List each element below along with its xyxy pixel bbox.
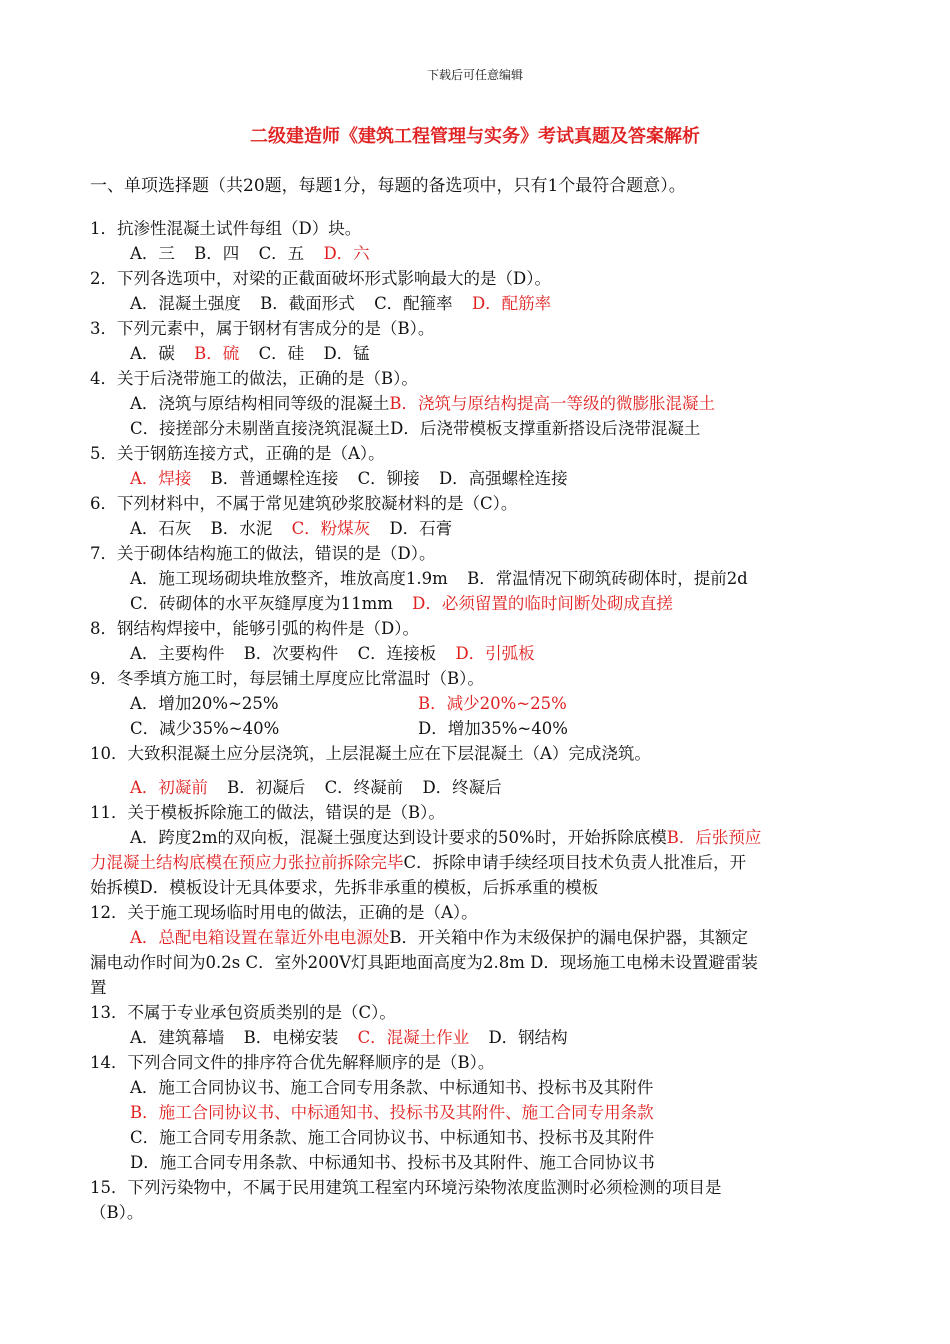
option-c-answer: C．粉煤灰 (291, 519, 371, 538)
option-a: A．施工现场砌块堆放整齐，堆放高度1.9m (130, 569, 448, 588)
option-c-answer: C．混凝土作业 (357, 1028, 470, 1047)
option-c: C．砖砌体的水平灰缝厚度为11mm (130, 594, 393, 613)
option-c: C．铆接 (357, 469, 420, 488)
question-1: 1．抗渗性混凝土试件每组（D）块。 (90, 219, 362, 238)
question-2: 2．下列各选项中，对梁的正截面破坏形式影响最大的是（D）。 (90, 269, 551, 288)
question-2-options (130, 293, 551, 315)
option-d: D．钢结构 (488, 1028, 568, 1047)
page-header: 下载后可任意编辑 (426, 68, 523, 82)
option-c: C．拆除申请手续经项目技术负责人批准后，开 (403, 853, 747, 872)
question-7: 7．关于砌体结构施工的做法，错误的是（D）。 (90, 544, 436, 563)
option-a: A．三 (130, 244, 175, 263)
option-b: B．电梯安装 (243, 1028, 339, 1047)
option-b: B．常温情况下砌筑砖砌体时，提前2d (467, 569, 748, 588)
option-a-answer: A．总配电箱设置在靠近外电电源处 (130, 928, 390, 947)
option-a: A．碳 (130, 344, 175, 363)
option-b: B．截面形式 (260, 294, 355, 313)
option-b: B．四 (194, 244, 240, 263)
question-3-options (130, 343, 370, 365)
question-15: 15．下列污染物中，不属于民用建筑工程室内环境污染物浓度监测时必须检测的项目是 (90, 1178, 722, 1197)
question-9: 9．冬季填方施工时，每层铺土厚度应比常温时（B）。 (90, 669, 484, 688)
option-d-answer: D．六 (323, 244, 370, 263)
question-11-text-row3: 始拆模D．模板设计无具体要求，先拆非承重的模板，后拆承重的模板 (90, 878, 599, 897)
option-c: C．接搓部分未剔凿直接浇筑混凝土 (130, 419, 391, 438)
question-1-options (130, 243, 370, 265)
question-13-options (130, 1027, 568, 1049)
question-6: 6．下列材料中，不属于常见建筑砂浆胶凝材料的是（C）。 (90, 494, 518, 513)
question-12-text-row1 (130, 927, 748, 949)
option-a: A．施工合同协议书、施工合同专用条款、中标通知书、投标书及其附件 (130, 1078, 654, 1097)
option-b: B．普通螺栓连接 (210, 469, 339, 488)
option-d: D．增加35%~40% (418, 719, 568, 738)
option-c: C．五 (258, 244, 305, 263)
question-12-text-row2: 漏电动作时间为0.2s C．室外200V灯具距地面高度为2.8m D．现场施工电梯未设置避雷装 (90, 953, 758, 972)
option-c: C．硅 (258, 344, 305, 363)
question-5: 5．关于钢筋连接方式，正确的是（A）。 (90, 444, 385, 463)
question-8-options (130, 643, 535, 665)
question-7-options-row1 (130, 568, 748, 590)
question-4: 4．关于后浇带施工的做法，正确的是（B）。 (90, 369, 418, 388)
document-title: 二级建造师《建筑工程管理与实务》考试真题及答案解析 (250, 126, 700, 147)
option-b-answer: B．浇筑与原结构提高一等级的微膨胀混凝土 (389, 394, 716, 413)
option-d: D．施工合同专用条款、中标通知书、投标书及其附件、施工合同协议书 (130, 1153, 655, 1172)
option-a: A．主要构件 (130, 644, 225, 663)
option-c: C．配箍率 (374, 294, 453, 313)
question-12: 12．关于施工现场临时用电的做法，正确的是（A）。 (90, 903, 478, 922)
option-a-answer: A．初凝前 (130, 778, 208, 797)
question-6-options (130, 518, 452, 540)
option-b: B．开关箱中作为末级保护的漏电保护器，其额定 (389, 928, 749, 947)
option-d: D．终凝后 (422, 778, 502, 797)
question-10: 10．大致积混凝土应分层浇筑，上层混凝土应在下层混凝土（A）完成浇筑。 (90, 744, 651, 763)
question-11-text-row2 (90, 852, 746, 874)
option-b: B．水泥 (210, 519, 273, 538)
option-d-answer: D．配筋率 (471, 294, 552, 313)
question-11-text-row1 (130, 827, 761, 849)
option-c: C．连接板 (357, 644, 437, 663)
option-d: D．石膏 (389, 519, 453, 538)
question-8: 8．钢结构焊接中，能够引弧的构件是（D）。 (90, 619, 419, 638)
option-b: B．初凝后 (227, 778, 306, 797)
option-a: A．混凝土强度 (130, 294, 241, 313)
question-11: 11．关于模板拆除施工的做法，错误的是（B）。 (90, 803, 445, 822)
option-a: A．增加20%~25% (130, 694, 279, 713)
option-d-answer: D．必须留置的临时间断处砌成直搓 (412, 594, 673, 613)
option-b-answer: B．减少20%~25% (418, 694, 567, 713)
option-b-answer: B．施工合同协议书、中标通知书、投标书及其附件、施工合同专用条款 (130, 1103, 654, 1122)
question-12-text-row3: 置 (90, 978, 107, 997)
question-15-answer: （B）。 (90, 1203, 144, 1222)
option-c: C．减少35%~40% (130, 719, 280, 738)
question-14: 14．下列合同文件的排序符合优先解释顺序的是（B）。 (90, 1053, 495, 1072)
option-b: B．次要构件 (243, 644, 339, 663)
option-c: C．施工合同专用条款、施工合同协议书、中标通知书、投标书及其附件 (130, 1128, 655, 1147)
option-c: C．终凝前 (324, 778, 404, 797)
question-4-options-row2 (130, 418, 700, 440)
question-3: 3．下列元素中，属于钢材有害成分的是（B）。 (90, 319, 435, 338)
option-a: A．建筑幕墙 (130, 1028, 225, 1047)
question-7-options-row2 (130, 593, 673, 615)
option-d: D．锰 (323, 344, 370, 363)
question-13: 13．不属于专业承包资质类别的是（C）。 (90, 1003, 396, 1022)
option-a: A．跨度2m的双向板，混凝土强度达到设计要求的50%时，开始拆除底模 (130, 828, 667, 847)
question-10-options (130, 777, 502, 799)
option-d: D．后浇带模板支撑重新搭设后浇带混凝土 (390, 419, 701, 438)
question-5-options (130, 468, 568, 490)
option-a: A．石灰 (130, 519, 192, 538)
option-d: D．高强螺栓连接 (438, 469, 568, 488)
option-a-answer: A．焊接 (130, 469, 192, 488)
option-d-answer: D．引弧板 (455, 644, 535, 663)
option-a: A．浇筑与原结构相同等级的混凝土 (130, 394, 390, 413)
option-b-answer-end: 力混凝土结构底模在预应力张拉前拆除完毕 (90, 853, 404, 872)
section-heading: 一、单项选择题（共20题，每题1分，每题的备选项中，只有1个最符合题意）。 (90, 176, 686, 196)
option-b-answer: B．硫 (194, 344, 240, 363)
option-b-answer-start: B．后张预应 (666, 828, 762, 847)
question-4-options-row1 (130, 393, 715, 415)
